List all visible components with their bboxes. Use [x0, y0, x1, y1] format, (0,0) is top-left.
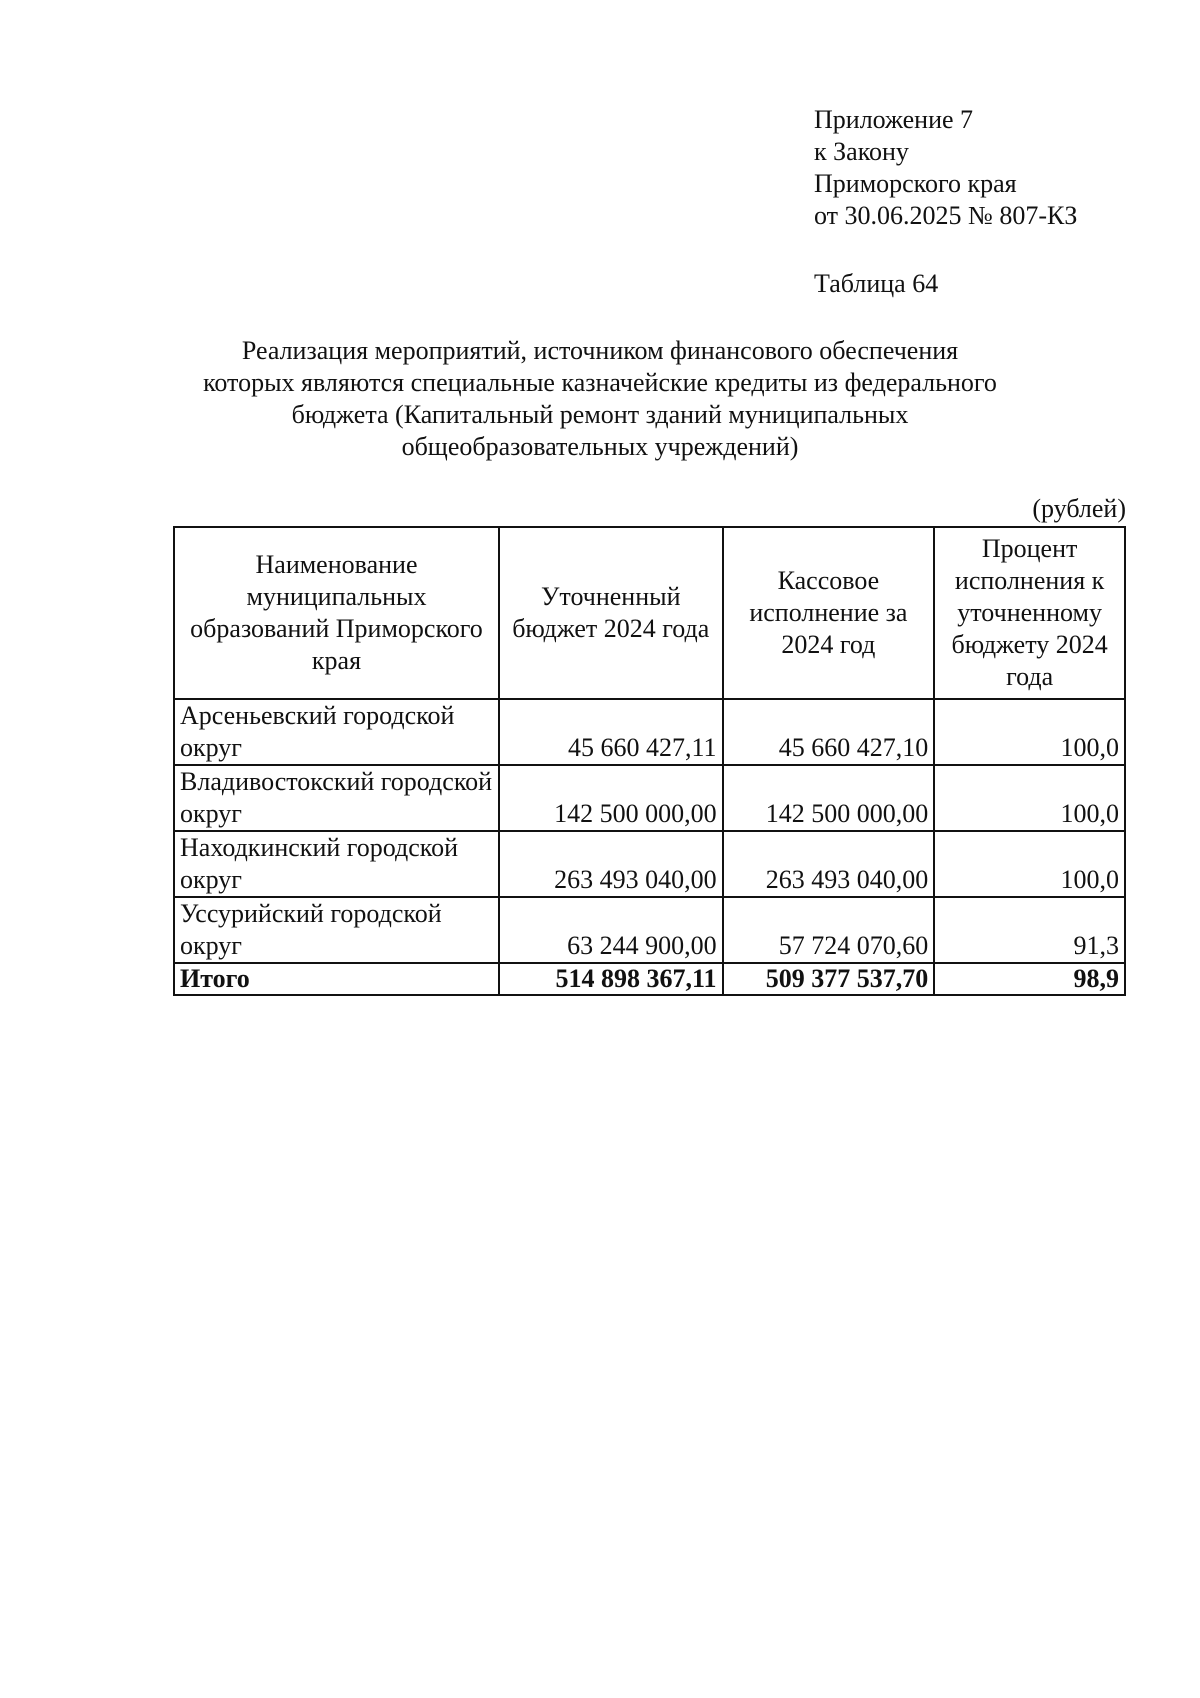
total-percent: 98,9 — [934, 963, 1125, 995]
units-label: (рублей) — [1032, 494, 1126, 523]
table-number: Таблица 64 — [814, 269, 939, 298]
cell-execution: 57 724 070,60 — [723, 897, 935, 963]
cell-execution: 45 660 427,10 — [723, 699, 935, 765]
cell-percent: 100,0 — [934, 831, 1125, 897]
cell-budget: 142 500 000,00 — [499, 765, 723, 831]
appendix-line: к Закону — [814, 137, 909, 166]
table-row — [174, 897, 1125, 963]
header-budget: Уточненный бюджет 2024 года — [499, 527, 723, 699]
table-row — [174, 765, 1125, 831]
total-label: Итого — [174, 963, 499, 995]
document-title — [150, 335, 1050, 463]
cell-execution: 263 493 040,00 — [723, 831, 935, 897]
total-row — [174, 963, 1125, 995]
total-execution: 509 377 537,70 — [723, 963, 935, 995]
appendix-line: Приморского края — [814, 169, 1017, 198]
title-line: общеобразовательных учреждений) — [401, 432, 799, 461]
table-header-row — [174, 527, 1125, 699]
title-line: бюджета (Капитальный ремонт зданий муниципальных — [291, 400, 909, 429]
cell-budget: 263 493 040,00 — [499, 831, 723, 897]
table-row — [174, 831, 1125, 897]
header-execution: Кассовое исполнение за 2024 год — [723, 527, 935, 699]
appendix-block — [814, 104, 1077, 232]
cell-name: Находкинский городской округ — [174, 831, 499, 897]
appendix-line: от 30.06.2025 № 807-КЗ — [814, 201, 1078, 230]
cell-budget: 45 660 427,11 — [499, 699, 723, 765]
cell-name: Арсеньевский городской округ — [174, 699, 499, 765]
header-name: Наименование муниципальных образований Приморского края — [174, 527, 499, 699]
cell-percent: 100,0 — [934, 765, 1125, 831]
total-budget: 514 898 367,11 — [499, 963, 723, 995]
cell-execution: 142 500 000,00 — [723, 765, 935, 831]
cell-name: Уссурийский городской округ — [174, 897, 499, 963]
budget-table — [173, 526, 1126, 996]
table-row — [174, 699, 1125, 765]
title-line: которых являются специальные казначейские кредиты из федерального — [203, 368, 997, 397]
appendix-line: Приложение 7 — [814, 105, 974, 134]
cell-name: Владивостокский городской округ — [174, 765, 499, 831]
cell-percent: 100,0 — [934, 699, 1125, 765]
cell-percent: 91,3 — [934, 897, 1125, 963]
title-line: Реализация мероприятий, источником финансового обеспечения — [241, 336, 959, 365]
cell-budget: 63 244 900,00 — [499, 897, 723, 963]
header-percent: Процент исполнения к уточненному бюджету 2024 года — [934, 527, 1125, 699]
